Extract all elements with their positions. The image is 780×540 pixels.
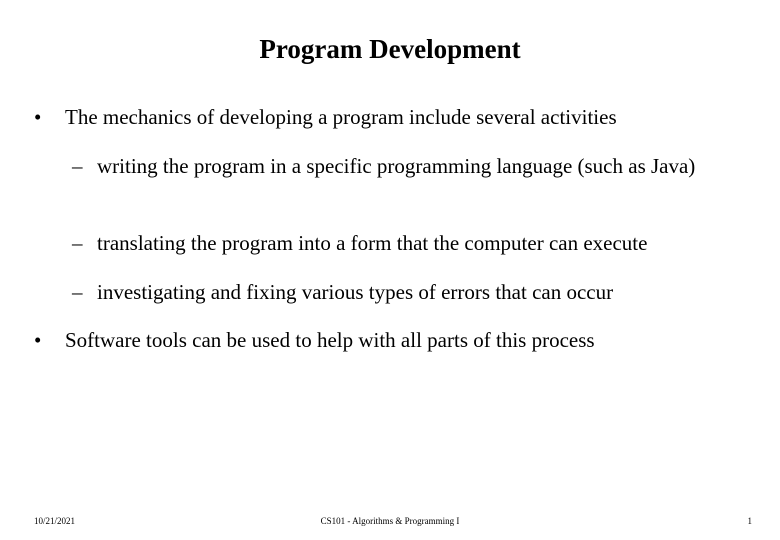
bullet-mark: • [34, 328, 42, 352]
footer-page-number: 1 [747, 516, 752, 526]
slide-title: Program Development [259, 34, 521, 64]
bullet-text: Software tools can be used to help with all parts of this process [65, 328, 595, 352]
sub-item-text: translating the program into a form that the computer can execute [97, 231, 648, 255]
footer-course: CS101 - Algorithms & Programming I [320, 516, 460, 526]
dash-mark: – [72, 154, 83, 178]
dash-mark: – [72, 231, 83, 255]
bullet-mark: • [34, 105, 42, 129]
dash-mark: – [72, 280, 83, 304]
footer-date: 10/21/2021 [34, 516, 76, 526]
sub-item-text: writing the program in a specific programming language (such as Java) [97, 154, 696, 178]
bullet-text: The mechanics of developing a program include several activities [65, 105, 617, 129]
sub-item-text: investigating and fixing various types of errors that can occur [97, 280, 614, 304]
